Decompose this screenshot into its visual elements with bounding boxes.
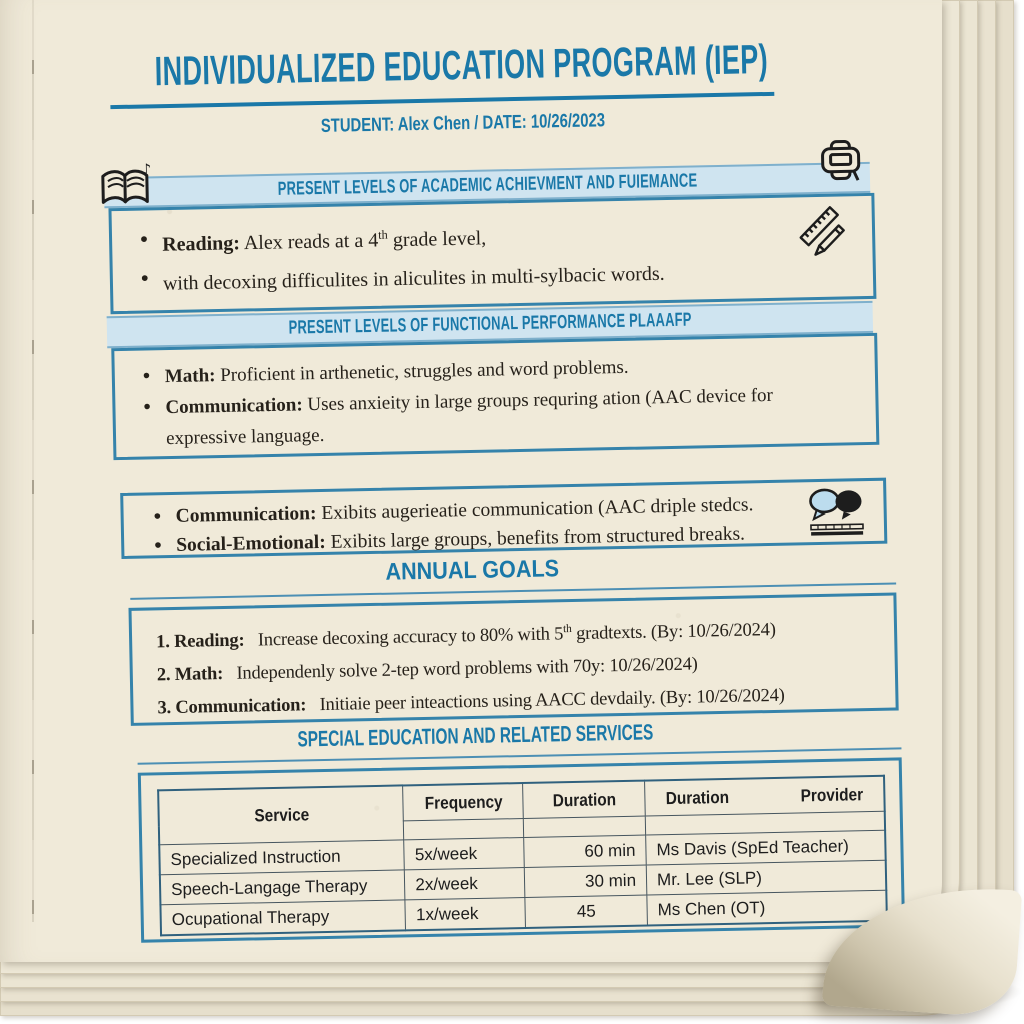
cell-duration: 30 min	[525, 865, 647, 897]
bullet-dot: •	[138, 266, 151, 291]
cell-duration: 45	[525, 895, 647, 928]
bullet-item	[141, 378, 856, 454]
bullet-text: with decoxing difficulites in aliculites in multi-sylbacic words.	[162, 262, 665, 295]
bullet-dot: •	[137, 227, 151, 252]
title-row	[0, 33, 932, 99]
student-row	[0, 104, 933, 145]
page-title: INDIVIDUALIZED EDUCATION PROGRAM (IEP)	[154, 35, 769, 95]
bullet-text: Math: Proficient in arthenetic, struggles and word problems.	[164, 356, 629, 388]
col-header-duration: Duration	[523, 781, 645, 819]
bullet-dot: •	[151, 505, 164, 529]
services-header: SPECIAL EDUCATION AND RELATED SERVICES	[296, 719, 654, 752]
ruler-pencil-icon	[795, 202, 856, 263]
student-date-line: STUDENT: Alex Chen / DATE: 10/26/2023	[320, 110, 606, 137]
cell-service: Ocupational Therapy	[160, 900, 405, 935]
cell-provider: Ms Davis (SpEd Teacher)	[646, 830, 886, 865]
title-underline	[110, 92, 774, 109]
cell-frequency: 5x/week	[404, 838, 524, 870]
cell-provider: Ms Chen (OT)	[647, 890, 887, 925]
goal-item: 1. Reading: Increase decoxing accuracy to 80% with 5th gradtexts. (By: 10/26/2024)	[155, 620, 776, 653]
communication-box	[120, 478, 887, 559]
cell-frequency: 2x/week	[405, 868, 525, 900]
annual-goals-box	[128, 592, 898, 725]
bullet-dot: •	[152, 534, 164, 558]
svg-text:♪: ♪	[141, 163, 152, 179]
services-table	[157, 775, 888, 937]
bullet-dot: •	[141, 396, 153, 419]
cell-service: Speech-Langage Therapy	[160, 870, 405, 905]
academic-levels-box	[108, 193, 876, 314]
bullet-text: Reading: Alex reads at a 4th grade level,	[161, 227, 487, 256]
goal-item: 2. Math: Independenly solve 2-tep word problems with 70y: 10/26/2024)	[156, 654, 698, 686]
annual-goals-header: ANNUAL GOALS	[384, 555, 559, 586]
printer-icon	[815, 136, 866, 185]
functional-levels-box	[111, 333, 879, 460]
section-header-academic-label: PRESENT LEVELS OF ACADEMIC ACHIEVMENT AND FUIEMANCE	[277, 169, 698, 200]
col-header-frequency: Frequency	[403, 783, 524, 821]
services-box	[138, 757, 905, 942]
cell-duration: 60 min	[524, 835, 646, 867]
cell-provider: Mr. Lee (SLP)	[646, 860, 886, 895]
cell-service: Specialized Instruction	[159, 840, 404, 875]
col-header-service: Service	[158, 785, 404, 844]
bullet-text: Social-Emotional: Exibits large groups, benefits from structured breaks.	[176, 523, 746, 556]
bullet-dot: •	[140, 365, 153, 388]
open-book-icon	[98, 163, 155, 214]
col-header-duration-provider: Duration Provider	[645, 776, 885, 816]
bullet-text: Communication: Exibits augerieatie communication (AAC driple stedcs.	[175, 494, 754, 527]
bullet-text: Communication: Uses anxieity in large groups requring ation (AAC device for expressive language.	[165, 384, 774, 450]
speech-bubbles-icon	[803, 485, 870, 538]
goal-item: 3. Communication: Initiaie peer inteactions using AACC devdaily. (By: 10/26/2024)	[157, 685, 785, 719]
section-header-functional-label: PRESENT LEVELS OF FUNCTIONAL PERFORMANCE PLAAAFP	[288, 309, 692, 339]
cell-frequency: 1x/week	[405, 897, 525, 930]
